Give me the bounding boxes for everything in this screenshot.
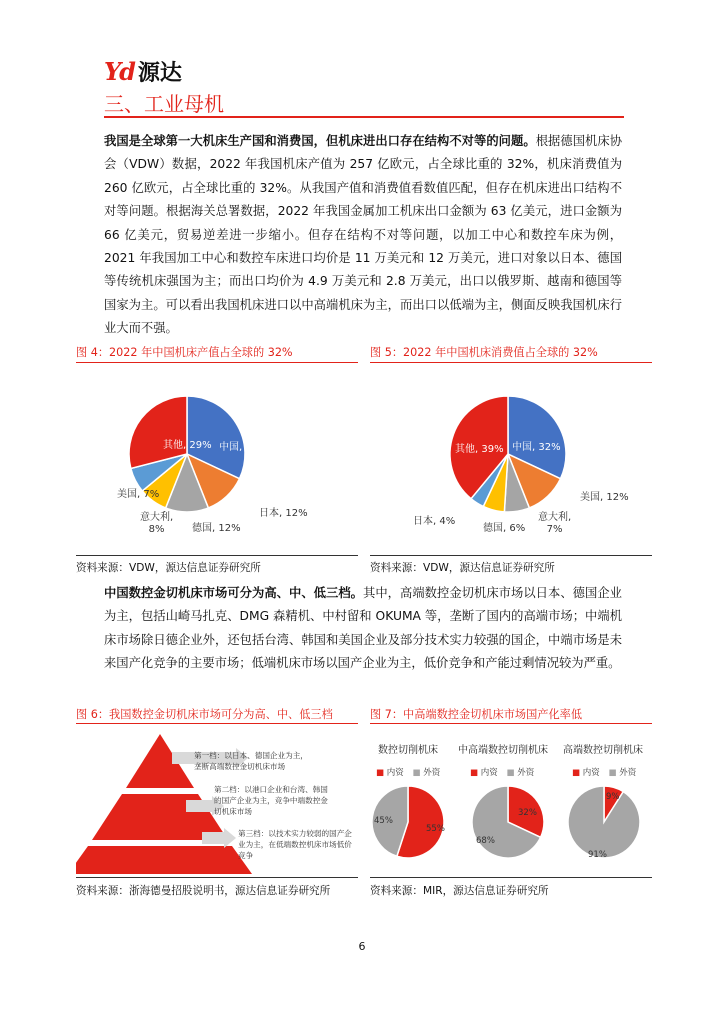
paragraph-body: 其中，高端数控金切机床市场以日本、德国企业为主，包括山崎马扎克、DMG 森精机、中村留和 OKUMA 等，垄断了国内的高端市场；中端机床市场除日德企业外，还包括台湾、韩国和美国企业及部分技术实力较强的国企，中端市场是未来国产化竞争的主要市场；低端机床市场以国产企业为主，低价竞争和产能过剩情况较为严重。 [104,586,622,671]
legend-dot-foreign: ■ [506,768,518,778]
pyramid-tier-3 [76,846,252,874]
paragraph-body: 根据德国机床协会（VDW）数据，2022 年我国机床产值为 257 亿欧元，占全球比重的 32%，机床消费值为 260 亿欧元，占全球比重的 32%。从我国产值和消费值看数值匹配，但存在机床进出口结构不对等问题。根据海关总署数据，2022 年我国金属加工机床出口金额为 63 亿美元，进口金额为 66 亿美元，贸易逆差进一步缩小。但存在结构不对等问题，以加工中心和数控车床为例，2021 年我国加工中心和数控车床进口均价是 11 万美元和 12 万美元，进口对象以日本、德国等传统机床强国为主；而出口均价为 4.9 万美元和 2.8 万美元，出口以俄罗斯、越南和德国等国家为主。可以看出我国机床进口以中高端机床为主，而出口以低端为主，侧面反映我国机床行业大而不强。 [104,134,622,336]
fig7-caption-rule [370,723,652,724]
fig7-pie2-title: 中高端数控切削机床 [458,745,548,756]
legend-domestic: 内资 [480,768,498,778]
logo-text: 源达 [137,60,182,86]
fig4-label-japan: 日本, 12% [259,508,308,519]
fig4-label-usa: 美国, 7% [117,489,160,500]
fig5-label-italy-name: 意大利, [538,512,572,523]
fig7-pie1-title: 数控切削机床 [378,745,438,756]
legend-domestic: 内资 [582,768,600,778]
fig7-pie2-foreign-label: 68% [476,836,495,846]
fig5-label-usa: 美国, 12% [580,492,629,503]
legend-dot-foreign: ■ [412,768,424,778]
fig5-caption-rule [370,362,652,363]
fig7-source: 资料来源：MIR，源达信息证券研究所 [370,885,549,897]
fig4-label-china: 中国, 32% [219,442,268,453]
legend-dot-domestic: ■ [376,768,387,778]
fig5-source: 资料来源：VDW，源达信息证券研究所 [370,562,555,574]
fig7-pie1-foreign-label: 45% [374,816,393,826]
fig6-source: 资料来源：浙海德曼招股说明书，源达信息证券研究所 [76,885,331,897]
fig4-label-germany: 德国, 12% [192,523,241,534]
page-number: 6 [358,940,366,953]
fig5-label-japan: 日本, 4% [413,516,456,527]
header-divider [104,116,624,118]
fig7-pie2-domestic-label: 32% [518,808,537,818]
fig7-legend-2 [470,766,534,778]
paragraph-machine-tool-trade [104,130,622,341]
logo-mark: Yd [104,56,134,86]
fig4-caption: 图 4：2022 年中国机床产值占全球的 32% [76,346,293,359]
fig6-caption: 图 6：我国数控金切机床市场可分为高、中、低三档 [76,708,333,721]
fig7-source-rule [370,877,652,878]
fig5-label-china: 中国, 32% [512,442,561,453]
fig7-legend-3 [572,766,636,778]
fig5-label-other: 其他, 39% [455,444,504,455]
fig4-caption-rule [76,362,358,363]
legend-foreign: 外资 [517,768,535,778]
fig7-pie3-domestic-label: 9% [606,792,620,802]
fig7-pie1-domestic-label: 55% [426,824,445,834]
fig7-pie3-title: 高端数控切削机床 [563,745,643,756]
fig7-pie3-foreign-label: 91% [588,850,607,860]
fig5-caption: 图 5：2022 年中国机床消费值占全球的 32% [370,346,598,359]
fig4-label-other: 其他, 29% [163,440,212,451]
fig4-source-rule [76,555,358,556]
fig7-caption: 图 7：中高端数控金切机床市场国产化率低 [370,708,583,721]
fig5-label-italy-value: 7% [546,524,563,535]
fig6-caption-rule [76,723,358,724]
legend-dot-domestic: ■ [572,768,583,778]
fig5-label-germany: 德国, 6% [483,523,526,534]
legend-foreign: 外资 [423,768,441,778]
paragraph-lead: 中国数控金切机床市场可分为高、中、低三档。 [104,586,364,600]
fig6-source-rule [76,877,358,878]
fig5-source-rule [370,555,652,556]
paragraph-lead: 我国是全球第一大机床生产国和消费国，但机床进出口存在结构不对等的问题。 [104,134,536,148]
section-title: 三、工业母机 [104,92,224,116]
legend-domestic: 内资 [386,768,404,778]
fig4-label-italy-name: 意大利, [140,512,174,523]
legend-dot-domestic: ■ [470,768,481,778]
tier-2-text: 第二档：以港口企业和台湾、韩国的国产企业为主，竞争中端数控金切机床市场 [214,785,328,816]
legend-dot-foreign: ■ [608,768,620,778]
tier-1-text: 第一档：以日本、德国企业为主，垄断高端数控金切机床市场 [194,751,308,771]
company-logo [104,58,182,84]
legend-foreign: 外资 [619,768,637,778]
paragraph-cnc-market-tiers [104,582,622,676]
fig7-pie3-slice-2 [568,786,640,858]
fig4-label-italy-value: 8% [148,524,165,535]
fig7-legend-1 [376,766,440,778]
fig5-label-italy [538,512,571,536]
tier-3-text: 第三档：以技术实力较弱的国产企业为主，在低端数控机床市场低价竞争 [238,829,352,860]
fig4-source: 资料来源：VDW，源达信息证券研究所 [76,562,261,574]
fig4-label-italy [140,512,173,536]
